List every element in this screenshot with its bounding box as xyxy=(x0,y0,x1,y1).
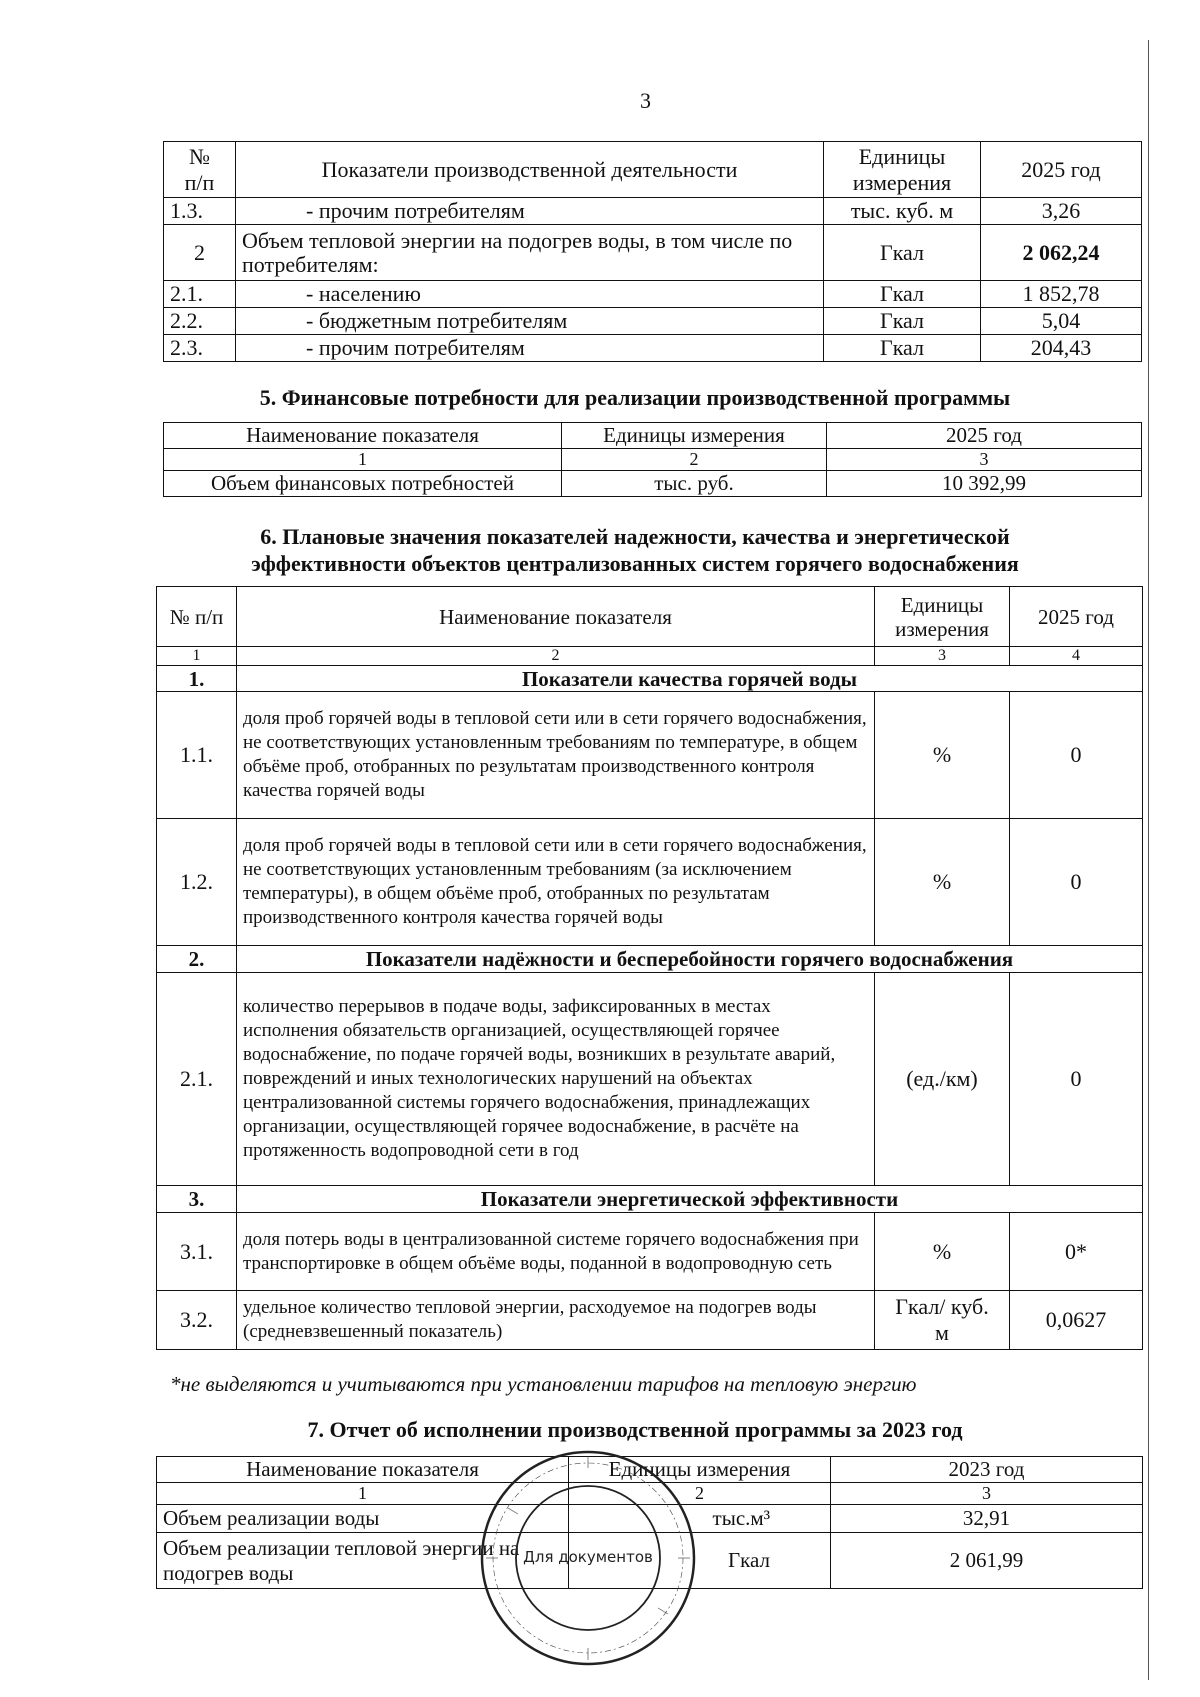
row-unit: (ед./км) xyxy=(875,973,1010,1186)
group-row xyxy=(157,1186,1143,1213)
row-text: доля потерь воды в централизованной системе горячего водоснабжения при транспортировке в общем объёме воды, поданной в водопроводную сеть xyxy=(237,1213,875,1291)
row-num: 1.2. xyxy=(157,819,237,946)
table-row xyxy=(164,335,1142,362)
row-num: 2.1. xyxy=(164,281,236,308)
group-row xyxy=(157,666,1143,692)
col-number: 2 xyxy=(237,647,875,666)
header-num: № п/п xyxy=(164,142,236,198)
header-year: 2025 год xyxy=(827,423,1142,449)
row-text: доля проб горячей воды в тепловой сети или в сети горячего водоснабжения, не соответствующих установленным требованиям по температуре, в общем объёме проб, отобранных по результатам производственного контроля качества горячей воды xyxy=(237,692,875,819)
row-value: 0 xyxy=(1010,973,1143,1186)
section-7-title: 7. Отчет об исполнении производственной программы за 2023 год xyxy=(307,1417,963,1442)
table-row xyxy=(164,471,1142,497)
row-unit: Гкал xyxy=(569,1533,831,1589)
row-unit: тыс. куб. м xyxy=(824,198,981,225)
header-unit: Единицы измерения xyxy=(824,142,981,198)
table-row xyxy=(157,1213,1143,1291)
margin-line xyxy=(1148,40,1149,1680)
row-value: 2 061,99 xyxy=(831,1533,1143,1589)
header-indicator: Наименование показателя xyxy=(237,587,875,647)
table-header-row xyxy=(157,587,1143,647)
stamp-center-text: Для документов xyxy=(523,1548,653,1566)
row-num: 3.1. xyxy=(157,1213,237,1291)
row-num: 2.1. xyxy=(157,973,237,1186)
table-header-row xyxy=(164,142,1142,198)
row-num: 3.2. xyxy=(157,1291,237,1350)
col-number: 3 xyxy=(875,647,1010,666)
group-num: 3. xyxy=(157,1186,237,1213)
row-text: удельное количество тепловой энергии, расходуемое на подогрев воды (средневзвешенный показатель) xyxy=(237,1291,875,1350)
row-num: 2.2. xyxy=(164,308,236,335)
section-6-title-line2: эффективности объектов централизованных систем горячего водоснабжения xyxy=(251,551,1019,576)
row-value: 0,0627 xyxy=(1010,1291,1143,1350)
row-num: 1.1. xyxy=(157,692,237,819)
row-name: Объем реализации тепловой энергии на подогрев воды xyxy=(157,1533,569,1589)
row-value: 32,91 xyxy=(831,1505,1143,1533)
page-number: 3 xyxy=(640,88,651,113)
header-indicator: Наименование показателя xyxy=(157,1457,569,1483)
production-indicators-table xyxy=(163,141,1142,362)
header-indicator: Показатели производственной деятельности xyxy=(236,142,824,198)
row-text: доля проб горячей воды в тепловой сети или в сети горячего водоснабжения, не соответствующих установленным требованиям (за исключением температуры), в общем объёме проб, отобранных по результатам производственного контроля качества горячей воды xyxy=(237,819,875,946)
row-unit: Гкал xyxy=(824,281,981,308)
col-number: 1 xyxy=(157,1483,569,1505)
official-stamp xyxy=(478,1448,698,1668)
group-num: 1. xyxy=(157,666,237,692)
col-number: 3 xyxy=(831,1483,1143,1505)
col-number: 4 xyxy=(1010,647,1143,666)
financial-needs-table xyxy=(163,422,1142,497)
table-row xyxy=(157,692,1143,819)
table-row xyxy=(157,973,1143,1186)
column-number-row xyxy=(157,647,1143,666)
header-indicator: Наименование показателя xyxy=(164,423,562,449)
row-value: 1 852,78 xyxy=(981,281,1142,308)
header-unit: Единицы измерения xyxy=(875,587,1010,647)
row-text: количество перерывов в подаче воды, зафиксированных в местах исполнения обязательств организацией, осуществляющей горячее водоснабжение, по подаче горячей воды, возникших в результате аварий, повреждений и иных технологических нарушений на объектах централизованной системы горячего водоснабжения, принадлежащих организации, осуществляющей горячее водоснабжение, в расчёте на протяженность водопроводной сети в год xyxy=(237,973,875,1186)
header-year: 2025 год xyxy=(981,142,1142,198)
group-title: Показатели качества горячей воды xyxy=(237,666,1143,692)
row-unit: % xyxy=(875,692,1010,819)
row-unit: Гкал xyxy=(824,225,981,281)
col-number: 1 xyxy=(157,647,237,666)
row-num: 2.3. xyxy=(164,335,236,362)
table-row xyxy=(164,198,1142,225)
header-year: 2023 год xyxy=(831,1457,1143,1483)
row-unit: тыс. руб. xyxy=(562,471,827,497)
row-name: - прочим потребителям xyxy=(236,198,824,225)
section-5-title: 5. Финансовые потребности для реализации производственной программы xyxy=(259,385,1011,410)
row-name: Объем реализации воды xyxy=(157,1505,569,1533)
col-number: 2 xyxy=(562,449,827,471)
col-number: 1 xyxy=(164,449,562,471)
col-number: 2 xyxy=(569,1483,831,1505)
row-value: 10 392,99 xyxy=(827,471,1142,497)
row-unit: % xyxy=(875,1213,1010,1291)
row-value: 204,43 xyxy=(981,335,1142,362)
header-num: № п/п xyxy=(157,587,237,647)
reliability-indicators-table xyxy=(156,586,1143,1350)
row-unit: Гкал xyxy=(824,308,981,335)
row-value: 0 xyxy=(1010,819,1143,946)
group-title: Показатели надёжности и бесперебойности горячего водоснабжения xyxy=(237,946,1143,973)
row-unit: % xyxy=(875,819,1010,946)
column-number-row xyxy=(164,449,1142,471)
table-row xyxy=(157,1291,1143,1350)
row-value: 2 062,24 xyxy=(981,225,1142,281)
group-title: Показатели энергетической эффективности xyxy=(237,1186,1143,1213)
row-unit: Гкал xyxy=(824,335,981,362)
row-value: 0* xyxy=(1010,1213,1143,1291)
header-unit: Единицы измерения xyxy=(569,1457,831,1483)
row-unit: тыс.м³ xyxy=(569,1505,831,1533)
row-value: 3,26 xyxy=(981,198,1142,225)
table-row xyxy=(157,819,1143,946)
row-name: Объем тепловой энергии на подогрев воды, в том числе по потребителям: xyxy=(236,225,824,281)
table-row xyxy=(164,225,1142,281)
section-6-title xyxy=(150,523,1120,577)
group-row xyxy=(157,946,1143,973)
row-num: 1.3. xyxy=(164,198,236,225)
table-row xyxy=(164,308,1142,335)
table-row xyxy=(164,281,1142,308)
section-6-title-line1: 6. Плановые значения показателей надежности, качества и энергетической xyxy=(260,524,1010,549)
row-num: 2 xyxy=(164,225,236,281)
footnote: *не выделяются и учитываются при установлении тарифов на тепловую энергию xyxy=(170,1372,917,1396)
header-year: 2025 год xyxy=(1010,587,1143,647)
row-name: - бюджетным потребителям xyxy=(236,308,824,335)
row-value: 5,04 xyxy=(981,308,1142,335)
table-header-row xyxy=(164,423,1142,449)
row-value: 0 xyxy=(1010,692,1143,819)
row-name: Объем финансовых потребностей xyxy=(164,471,562,497)
row-name: - прочим потребителям xyxy=(236,335,824,362)
row-unit: Гкал/ куб. м xyxy=(875,1291,1010,1350)
row-name: - населению xyxy=(236,281,824,308)
col-number: 3 xyxy=(827,449,1142,471)
header-unit: Единицы измерения xyxy=(562,423,827,449)
group-num: 2. xyxy=(157,946,237,973)
